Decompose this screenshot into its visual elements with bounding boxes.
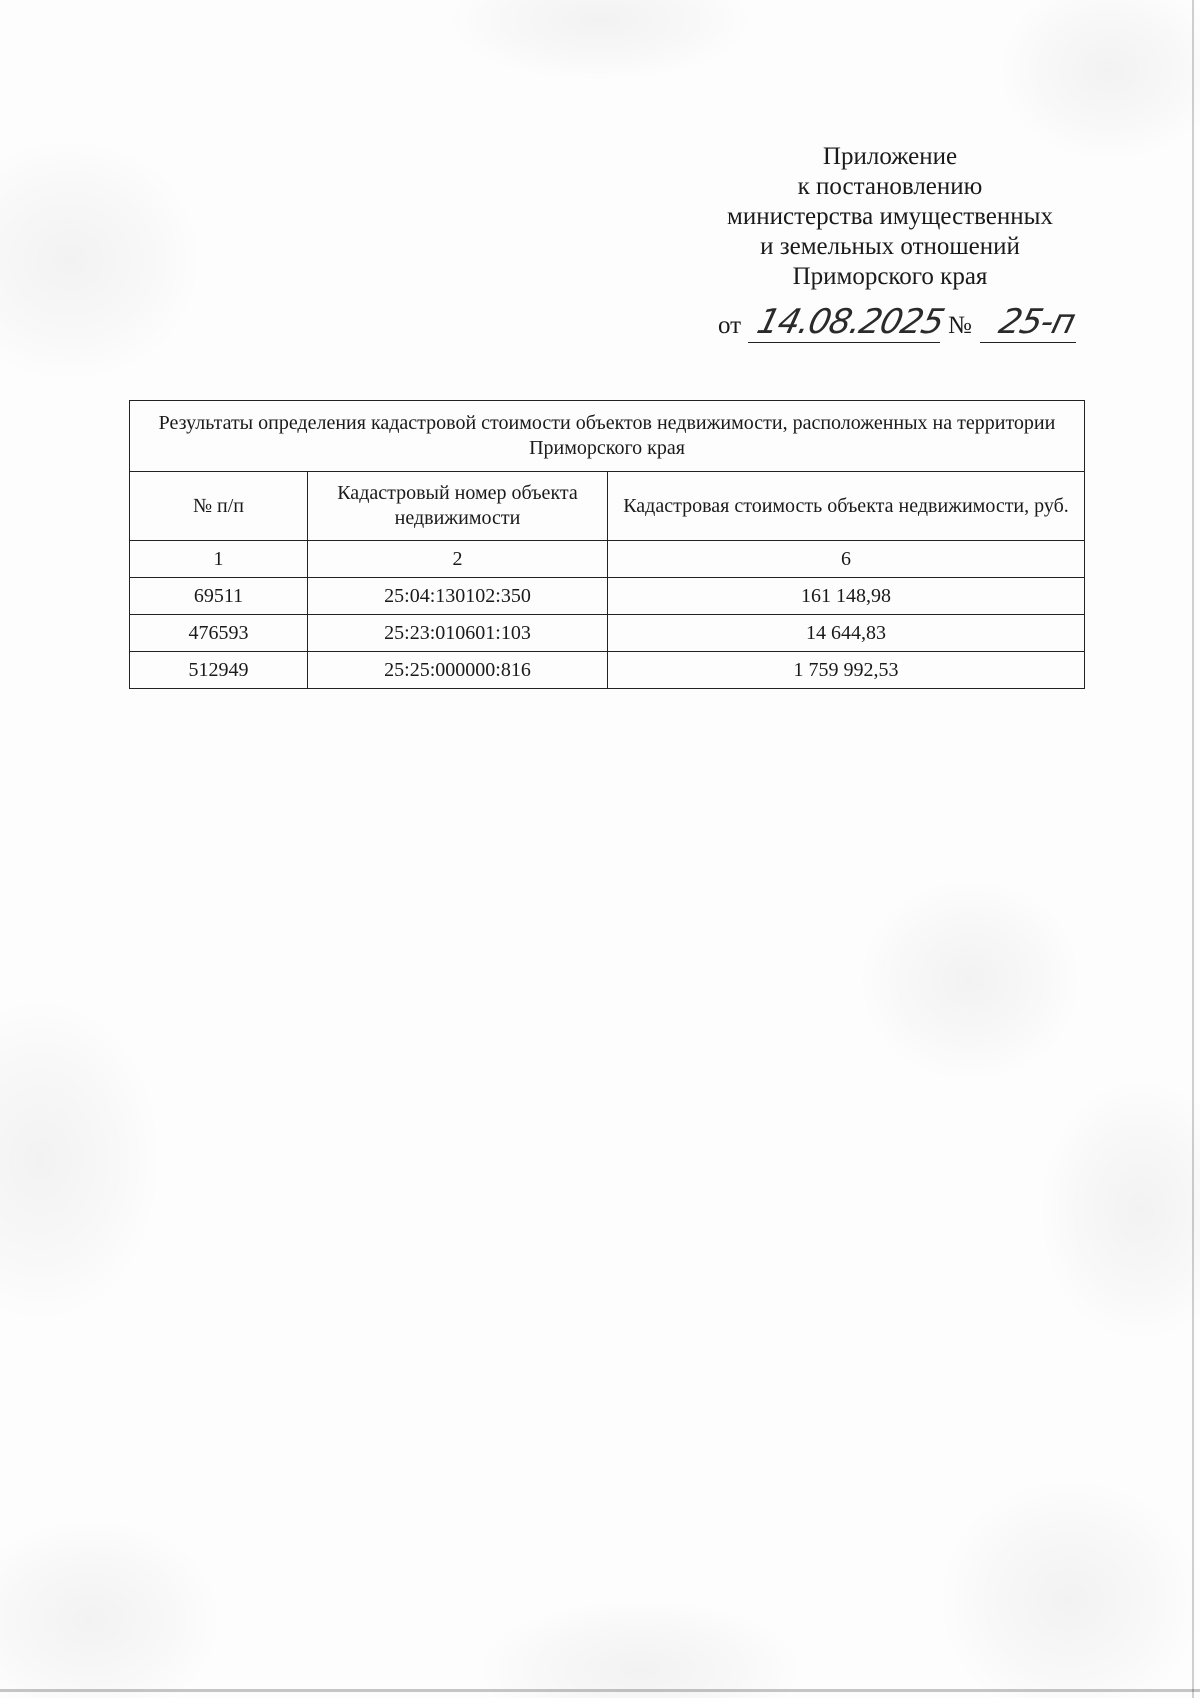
cadastral-value-table <box>129 400 1085 689</box>
header-cadastral-value: Кадастровая стоимость объекта недвижимости, руб. <box>608 472 1085 541</box>
scan-edge-right <box>1192 0 1194 1698</box>
annex-line: Приложение <box>822 143 958 170</box>
column-index-row <box>130 541 1085 578</box>
row-number: 476593 <box>130 615 308 652</box>
column-index: 6 <box>608 541 1085 578</box>
row-number: 512949 <box>130 652 308 689</box>
table-row <box>130 652 1085 689</box>
table-caption: Результаты определения кадастровой стоимости объектов недвижимости, расположенных на территории Приморского края <box>130 401 1085 472</box>
cadastral-number: 25:23:010601:103 <box>308 615 608 652</box>
column-index: 2 <box>308 541 608 578</box>
scan-edge-bottom <box>0 1689 1200 1692</box>
scan-texture <box>0 140 200 380</box>
scan-texture <box>450 0 750 80</box>
cadastral-value: 1 759 992,53 <box>608 652 1085 689</box>
scan-texture <box>940 1480 1200 1698</box>
date-underline <box>748 342 940 343</box>
header-cadastral-number: Кадастровый номер объекта недвижимости <box>308 472 608 541</box>
table-caption-row <box>130 401 1085 472</box>
cadastral-number: 25:25:000000:816 <box>308 652 608 689</box>
handwritten-date: 14.08.2025 <box>753 302 948 342</box>
scan-texture <box>860 880 1080 1080</box>
row-number: 69511 <box>130 578 308 615</box>
annex-line: министерства имущественных <box>727 203 1053 230</box>
annex-line: Приморского края <box>792 263 988 290</box>
scan-texture <box>0 1000 160 1320</box>
cadastral-value: 161 148,98 <box>608 578 1085 615</box>
cadastral-value: 14 644,83 <box>608 615 1085 652</box>
handwritten-number: 25-п <box>995 302 1079 342</box>
resolution-date-number <box>718 300 1098 350</box>
table-row <box>130 615 1085 652</box>
annex-line: к постановлению <box>797 173 983 200</box>
scan-texture <box>1040 1080 1200 1340</box>
annex-header <box>700 142 1080 292</box>
from-label: от <box>718 312 742 339</box>
column-index: 1 <box>130 541 308 578</box>
header-row-number: № п/п <box>130 472 308 541</box>
annex-line: и земельных отношений <box>760 233 1020 260</box>
number-label: № <box>948 312 972 339</box>
number-underline <box>980 342 1076 343</box>
scan-texture <box>0 1520 220 1698</box>
table-row <box>130 578 1085 615</box>
scan-texture <box>1000 0 1200 160</box>
cadastral-number: 25:04:130102:350 <box>308 578 608 615</box>
table-header-row <box>130 472 1085 541</box>
scan-texture <box>480 1600 800 1698</box>
